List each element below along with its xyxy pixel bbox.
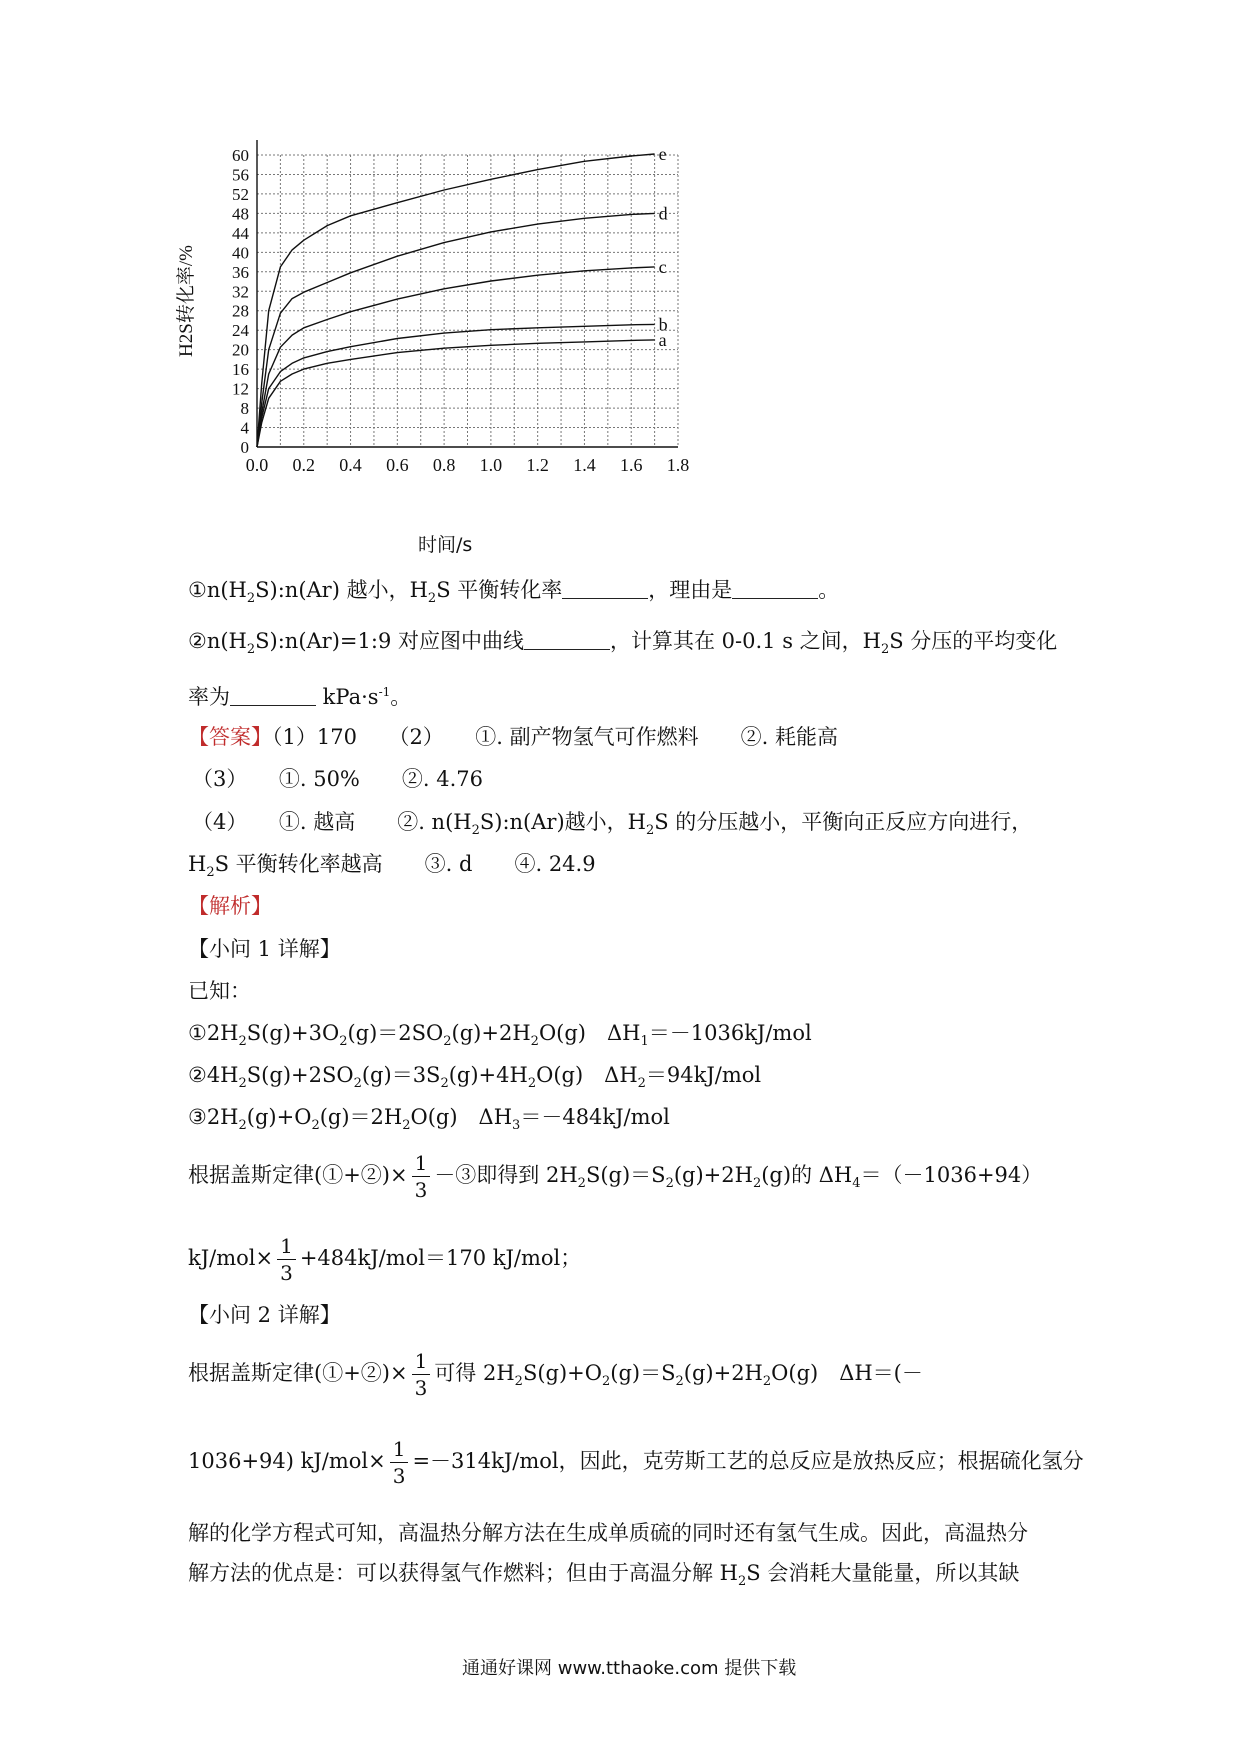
y-tick-label: 44 — [232, 223, 249, 243]
footer-source: 通通好课网 www.tthaoke.com 提供下载 — [462, 1658, 797, 1679]
x-tick-label: 1.4 — [573, 455, 596, 475]
answer-blank[interactable] — [732, 578, 818, 599]
answer-line-3: （4） ①. 越高 ②. $n(H_2S):n(Ar)$越小，$H_2S$ 的分压越小，平衡向正反应方向进行， — [192, 810, 1033, 839]
y-tick-label: 56 — [232, 165, 249, 185]
x-tick-label: 1.6 — [619, 455, 643, 475]
h2s-conversion-chart — [150, 140, 750, 560]
y-tick-label: 60 — [232, 146, 249, 165]
subquestion-1-heading: 【小问 1 详解】 — [188, 937, 341, 961]
answer-heading: 【答案】 — [188, 725, 272, 749]
y-tick-label: 36 — [232, 262, 249, 282]
series-label-b: b — [658, 314, 668, 335]
y-tick-label: 12 — [232, 379, 249, 399]
question-1: $①n(H_2S):n(Ar)$ 越小，$H_2S$ 平衡转化率 ，理由是 。 — [188, 578, 840, 607]
x-tick-label: 1.8 — [666, 455, 690, 475]
series-label-e: e — [658, 144, 667, 165]
known-label: 已知： — [188, 979, 251, 1003]
y-tick-label: 52 — [232, 184, 249, 204]
question-2-line-1: $②n(H_2S):n(Ar)=1:9$ 对应图中曲线 ，计算其在 0-0.1 s 之间，$H_2S$ 分压的平均变化 — [188, 629, 1058, 658]
y-tick-label: 32 — [232, 282, 249, 302]
fraction-one-third: $\frac{1}{3}$ — [412, 1150, 431, 1203]
equation-2: $②4H_2S(g)+2SO_2(g)=3S_2(g)+4H_2O(g)$ $\Delta H_2=94kJ$/mol — [188, 1063, 762, 1092]
equation-1: $①2H_2S(g)+3O_2(g)=2SO_2(g)+2H_2O(g)$ $\Delta H_1=-1036kJ$/mol — [188, 1021, 812, 1050]
y-tick-label: 16 — [232, 360, 249, 380]
hess-law-line-3: 根据盖斯定律(①+②)× $\frac{1}{3}$ 可得 $2H_2S(g)+O_2(g)=S_2(g)+2H_2O(g)$ ΔH＝(－ — [188, 1349, 923, 1400]
analysis-heading: 【解析】 — [188, 894, 272, 918]
question-2-line-2: 率为 $kPa\cdot s^{-1}$。 — [188, 685, 412, 709]
answer-blank[interactable] — [524, 629, 610, 650]
y-tick-label: 8 — [240, 399, 249, 419]
y-tick-label: 24 — [232, 321, 249, 341]
subquestion-2-heading: 【小问 2 详解】 — [188, 1303, 341, 1327]
series-label-a: a — [658, 329, 667, 350]
chart-series — [257, 154, 655, 447]
y-tick-label: 4 — [240, 418, 249, 438]
x-tick-label: 0.2 — [292, 455, 316, 475]
x-tick-label: 0.0 — [245, 455, 269, 475]
hess-law-line-2: kJ/mol× $\frac{1}{3}$ +484kJ/mol＝170 kJ/mol； — [188, 1234, 582, 1285]
series-curve-b — [257, 324, 655, 447]
x-tick-label: 1.2 — [526, 455, 549, 475]
x-tick-label: 0.8 — [432, 455, 456, 475]
y-axis-label: H2S转化率/% — [176, 245, 197, 357]
series-curve-e — [257, 154, 655, 447]
y-tick-label: 0 — [240, 438, 249, 457]
series-label-c: c — [658, 256, 667, 277]
explanation-line-2: 解方法的优点是：可以获得氢气作燃料；但由于高温分解 $H_2S$ 会消耗大量能量，所以其缺 — [188, 1561, 1020, 1590]
equation-3: $③2H_2(g)+O_2(g)=2H_2O(g)$ $\Delta H_3=-484kJ$/mol — [188, 1105, 670, 1134]
fraction-one-third: $\frac{1}{3}$ — [277, 1233, 296, 1286]
series-label-d: d — [658, 203, 668, 224]
answer-line-1: 【答案】（1）170 （2） ①. 副产物氢气可作燃料 ②. 耗能高 — [188, 725, 839, 749]
chart-grid — [257, 155, 678, 447]
explanation-line-1: 解的化学方程式可知，高温热分解方法在生成单质硫的同时还有氢气生成。因此，高温热分 — [188, 1521, 1028, 1545]
y-tick-label: 48 — [232, 204, 249, 224]
y-tick-label: 40 — [232, 243, 249, 263]
answer-line-2: （3） ①. 50% ②. 4.76 — [192, 767, 483, 791]
fraction-one-third: $\frac{1}{3}$ — [412, 1348, 431, 1401]
series-curve-c — [257, 267, 655, 447]
x-tick-label: 0.4 — [339, 455, 362, 475]
chart-ticks — [232, 146, 689, 475]
fraction-one-third: $\frac{1}{3}$ — [390, 1436, 409, 1489]
answer-line-4: $H_2S$ 平衡转化率越高 ③. d ④. 24.9 — [188, 852, 596, 881]
answer-blank[interactable] — [562, 578, 648, 599]
hess-law-line-4: 1036+94) kJ/mol× $\frac{1}{3}$ =－314kJ/mol，因此，克劳斯工艺的总反应是放热反应；根据硫化氢分 — [188, 1437, 1084, 1488]
y-tick-label: 28 — [232, 301, 249, 321]
y-tick-label: 20 — [232, 340, 249, 360]
answer-blank[interactable] — [230, 685, 316, 706]
hess-law-line-1: 根据盖斯定律(①+②)× $\frac{1}{3}$ －③即得到 $2H_2S(g)=S_2(g)+2H_2(g)$的 $\Delta H_4=(-1036+94)$ — [188, 1151, 1043, 1202]
series-curve-a — [257, 340, 655, 447]
x-tick-label: 1.0 — [479, 455, 503, 475]
x-tick-label: 0.6 — [386, 455, 409, 475]
x-axis-label: 时间/s — [418, 534, 473, 556]
